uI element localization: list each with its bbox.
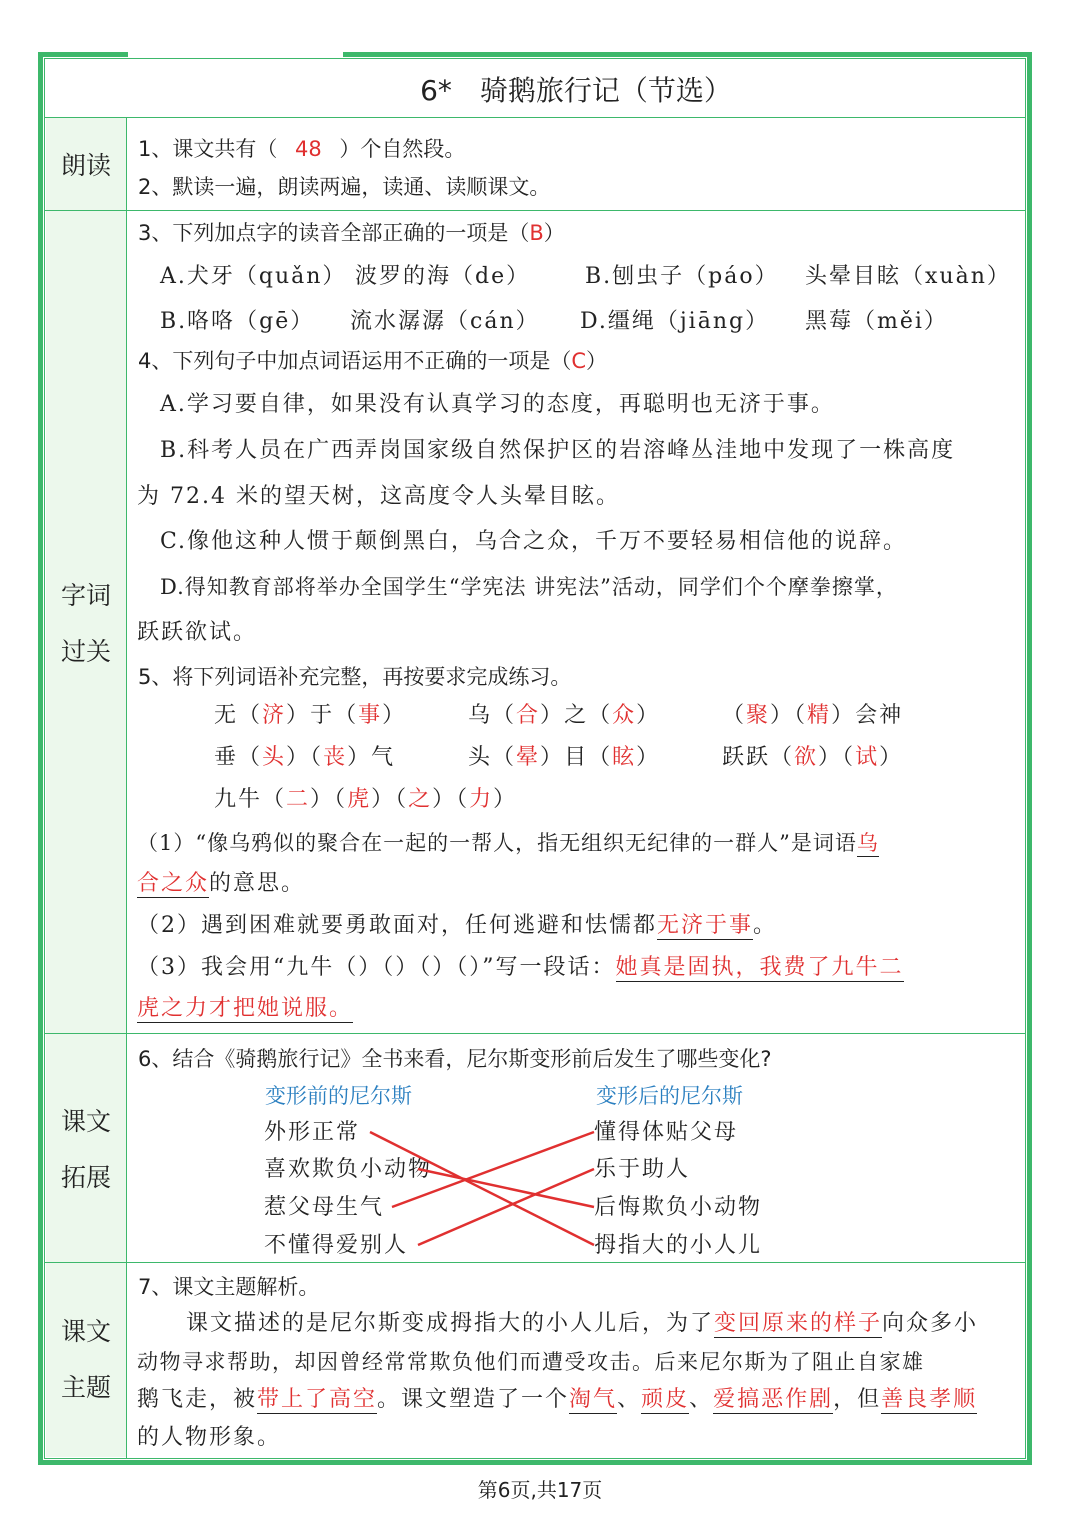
- section-label-words-2: 过关: [60, 637, 111, 666]
- q5-sub-2-tail: 。: [753, 913, 778, 938]
- idiom-5: 头（晕）目（眩）: [468, 745, 661, 770]
- section-label-words-1: 字词: [60, 581, 111, 610]
- section-label-theme-2: 主题: [60, 1373, 111, 1402]
- match-line-4: [418, 1169, 594, 1245]
- q7-answer: 变回原来的样子: [714, 1311, 883, 1336]
- q7-answer: 淘气: [569, 1387, 618, 1412]
- idiom-answer: 头: [262, 745, 287, 770]
- q1-prefix: 1、课文共有（: [138, 137, 278, 161]
- q5-sub-3-answer: 虎之力才把她说服。: [137, 996, 354, 1021]
- question-5: 5、将下列词语补充完整，再按要求完成练习。: [138, 665, 572, 689]
- right-item-3: 后悔欺负小动物: [594, 1195, 763, 1220]
- q7-answer: 带上了高空: [257, 1387, 378, 1412]
- idiom-7: 九牛（二）（虎）（之）（力）: [214, 787, 518, 812]
- q4-option-d-line2: 跃跃欲试。: [137, 620, 258, 645]
- idiom-answer: 济: [262, 703, 287, 728]
- q7-text: 向众多小: [882, 1311, 979, 1336]
- idiom-char: 于: [310, 703, 335, 728]
- q3-option-b1: B.刨虫子（páo）: [585, 264, 779, 289]
- match-line-1: [370, 1132, 594, 1245]
- q4-option-b-line2: 为 72.4 米的望天树，这高度令人头晕目眩。: [137, 484, 620, 509]
- idiom-answer: 力: [469, 787, 494, 812]
- idiom-answer: 精: [807, 703, 832, 728]
- q3-option-c1: B.咯咯（gē）: [160, 309, 315, 334]
- q3-answer: B: [529, 221, 544, 245]
- question-2: 2、默读一遍，朗读两遍，读通、读顺课文。: [138, 175, 551, 199]
- q4-answer: C: [571, 349, 587, 373]
- section-label-ext-2: 拓展: [60, 1163, 111, 1192]
- idiom-answer: 欲: [794, 745, 819, 770]
- q4-close: ）: [586, 349, 608, 373]
- right-column-header: 变形后的尼尔斯: [596, 1084, 743, 1108]
- q4-stem: 4、下列句子中加点词语运用不正确的一项是（: [138, 349, 572, 373]
- q5-sub-1-text: （1）“像乌鸦似的聚合在一起的一帮人，指无组织无纪律的一群人”是词语: [137, 831, 857, 855]
- idiom-2: 乌（合）之（众）: [468, 703, 661, 728]
- q1-suffix: ）个自然段。: [339, 137, 466, 161]
- q1-answer: 48: [295, 137, 322, 161]
- idiom-4: 垂（头）（丧）气: [214, 745, 396, 770]
- q7-answer: 顽皮: [641, 1387, 690, 1412]
- left-item-3: 惹父母生气: [264, 1195, 385, 1220]
- right-item-2: 乐于助人: [594, 1157, 691, 1182]
- q7-text: 、: [689, 1387, 714, 1412]
- q3-stem: 3、下列加点字的读音全部正确的一项是（: [138, 221, 530, 245]
- q4-option-a: A.学习要自律，如果没有认真学习的态度，再聪明也无济于事。: [160, 392, 835, 417]
- idiom-answer: 聚: [746, 703, 771, 728]
- left-column-header: 变形前的尼尔斯: [265, 1084, 412, 1108]
- q3-option-d1: D.缰绳（jiāng）: [580, 309, 770, 334]
- q7-text: 。课文塑造了一个: [377, 1387, 570, 1412]
- q7-text: 课文描述的是尼尔斯变成拇指大的小人儿后，为了: [186, 1311, 715, 1336]
- idiom-char: 会神: [855, 703, 904, 728]
- idiom-char: 无: [214, 703, 239, 728]
- idiom-1: 无（济）于（事）: [214, 703, 407, 728]
- idiom-answer: 之: [408, 787, 433, 812]
- q4-option-c: C.像他这种人惯于颠倒黑白，乌合之众，千万不要轻易相信他的说辞。: [160, 529, 908, 554]
- q7-line-4: 的人物形象。: [137, 1425, 282, 1450]
- q5-sub-1-answer: 乌: [856, 831, 879, 855]
- question-6: 6、结合《骑鹅旅行记》全书来看，尼尔斯变形前后发生了哪些变化?: [138, 1047, 772, 1071]
- idiom-char: 目: [564, 745, 589, 770]
- q7-text: 、: [617, 1387, 642, 1412]
- section-label-reading: 朗读: [60, 151, 111, 180]
- q4-option-d-line1: D.得知教育部将举办全国学生“学宪法 讲宪法”活动，同学们个个摩拳擦掌，: [160, 575, 898, 599]
- q7-answer: 善良孝顺: [881, 1387, 978, 1412]
- q5-sub-3-answer: 她真是固执，我费了九牛二: [615, 955, 904, 980]
- left-item-1: 外形正常: [264, 1120, 361, 1145]
- left-item-4: 不懂得爱别人: [264, 1233, 409, 1258]
- q7-line-3: [137, 1385, 977, 1415]
- q3-option-b2: 头晕目眩（xuàn）: [805, 264, 1011, 289]
- idiom-char: 气: [371, 745, 396, 770]
- q3-option-d2: 黑莓（měi）: [805, 309, 948, 334]
- idiom-answer: 试: [855, 745, 880, 770]
- right-item-4: 拇指大的小人儿: [594, 1233, 763, 1258]
- q3-option-c2: 流水潺潺（cán）: [350, 309, 540, 334]
- section-label-ext-1: 课文: [60, 1107, 111, 1136]
- q3-option-a1: A.犬牙（quǎn）: [160, 264, 347, 289]
- q7-line-2: 动物寻求帮助，却因曾经常常欺负他们而遭受攻击。后来尼尔斯为了阻止自家雄: [137, 1350, 925, 1374]
- q7-line-1: [186, 1309, 978, 1339]
- idiom-answer: 眩: [612, 745, 637, 770]
- q5-sub-3-text: （3）我会用“九牛（）（）（）（）”写一段话：: [137, 955, 616, 980]
- idiom-answer: 晕: [516, 745, 541, 770]
- q5-sub-2-answer: 无济于事: [657, 913, 754, 938]
- idiom-answer: 虎: [347, 787, 372, 812]
- idiom-answer: 事: [358, 703, 383, 728]
- idiom-char: 九牛: [214, 787, 263, 812]
- q4-option-b-line1: B.科考人员在广西弄岗国家级自然保护区的岩溶峰丛洼地中发现了一株高度: [160, 438, 956, 463]
- q3-option-a2: 波罗的海（de）: [355, 264, 531, 289]
- idiom-answer: 合: [516, 703, 541, 728]
- idiom-char: 之: [564, 703, 589, 728]
- idiom-char: 跃跃: [722, 745, 771, 770]
- q7-text: ，但: [833, 1387, 882, 1412]
- idiom-char: 乌: [468, 703, 493, 728]
- idiom-3: （聚）（精）会神: [722, 703, 904, 728]
- idiom-answer: 众: [612, 703, 637, 728]
- q5-sub-2-text: （2）遇到困难就要勇敢面对，任何逃避和怯懦都: [137, 913, 657, 938]
- q7-text: 鹅飞走，被: [137, 1387, 258, 1412]
- q5-sub-1-answer: 合之众: [137, 871, 210, 896]
- q7-answer: 爱搞恶作剧: [713, 1387, 834, 1412]
- q5-sub-1-tail: 的意思。: [209, 871, 306, 896]
- idiom-answer: 二: [286, 787, 311, 812]
- left-item-2: 喜欢欺负小动物: [264, 1157, 433, 1182]
- section-label-theme-1: 课文: [60, 1317, 111, 1346]
- question-7: 7、课文主题解析。: [138, 1275, 320, 1299]
- idiom-char: 垂: [214, 745, 239, 770]
- page-title: 6* 骑鹅旅行记（节选）: [420, 74, 732, 107]
- idiom-char: 头: [468, 745, 493, 770]
- idiom-answer: 丧: [323, 745, 348, 770]
- q3-close: ）: [543, 221, 565, 245]
- page-number: 第6页,共17页: [477, 1478, 603, 1502]
- idiom-6: 跃跃（欲）（试）: [722, 745, 904, 770]
- right-item-1: 懂得体贴父母: [594, 1120, 739, 1145]
